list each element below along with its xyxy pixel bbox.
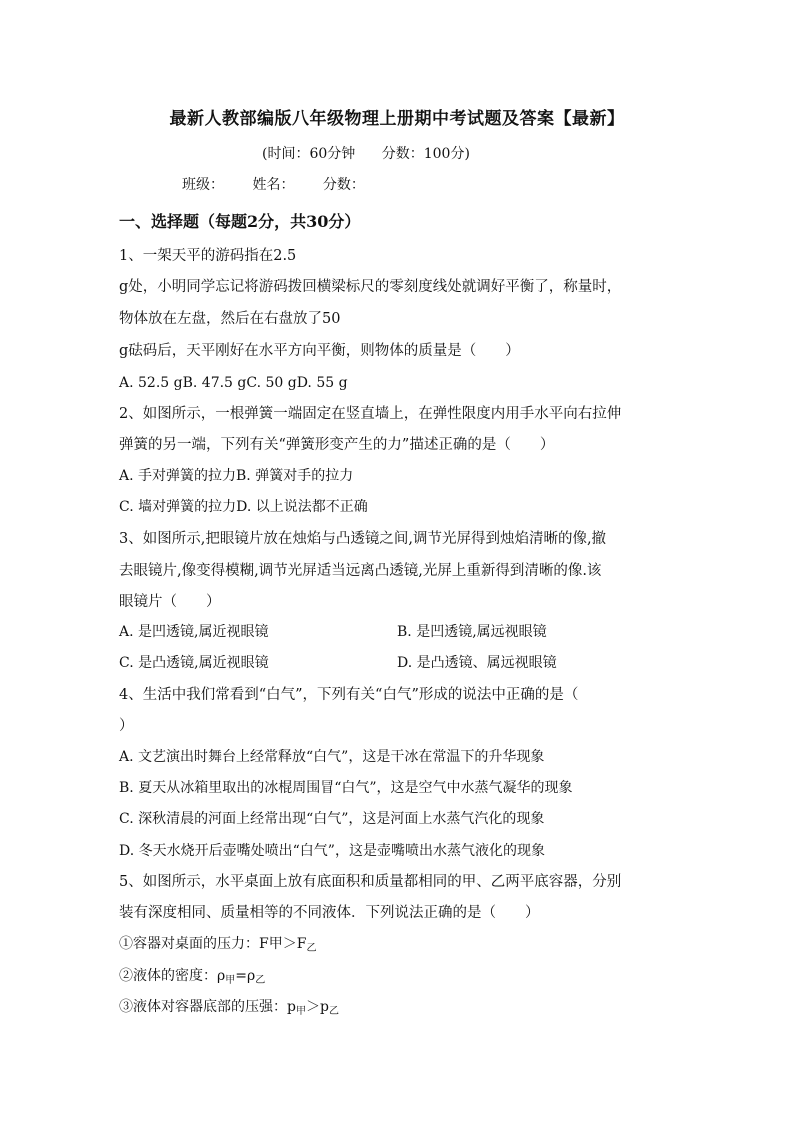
exam-time-and-score	[262, 143, 492, 163]
q5-statement-2	[119, 966, 265, 991]
q4-option-c: C. 深秋清晨的河面上经常出现“白气”，这是河面上水蒸气汽化的现象	[119, 811, 545, 827]
q5-statement-3	[119, 997, 339, 1022]
q5-statement-3-text: ③液体对容器底部的压强：p	[119, 999, 296, 1015]
q2-line-1: 2、如图所示，一根弹簧一端固定在竖直墙上，在弹性限度内用手水平向右拉伸	[119, 406, 622, 422]
q4-option-a: A. 文艺演出时舞台上经常释放“白气”，这是干冰在常温下的升华现象	[119, 749, 545, 765]
q3-line-2: 去眼镜片,像变得模糊,调节光屏适当远离凸透镜,光屏上重新得到清晰的像.该	[119, 563, 602, 579]
q2-options-ab: A. 手对弹簧的拉力B. 弹簧对手的拉力	[119, 468, 354, 484]
q5-line-2: 装有深度相同、质量相等的不同液体．下列说法正确的是（ ）	[119, 905, 540, 921]
q1-line-2: g处，小明同学忘记将游码拨回横梁标尺的零刻度线处就调好平衡了，称量时，	[119, 279, 622, 295]
q4-line-1: 4、生活中我们常看到“白气”，下列有关“白气”形成的说法中正确的是（	[119, 687, 579, 703]
q5-statement-2-sub-2: 乙	[255, 975, 266, 986]
q5-statement-3-mid: ＞p	[305, 999, 329, 1015]
q1-line-4: g砝码后，天平刚好在水平方向平衡，则物体的质量是（ ）	[119, 343, 520, 359]
q3-option-c: C. 是凸透镜,属近视眼镜	[119, 655, 269, 671]
q5-statement-1-sub: 乙	[306, 943, 317, 954]
q1-line-3: 物体放在左盘，然后在右盘放了50	[119, 311, 341, 327]
q5-statement-1-text: ①容器对桌面的压力：F甲＞F	[119, 936, 307, 952]
q3-line-1: 3、如图所示,把眼镜片放在烛焰与凸透镜之间,调节光屏得到烛焰清晰的像,撤	[119, 531, 607, 547]
score-label: 分数：	[322, 177, 365, 193]
q3-option-b: B. 是凹透镜,属远视眼镜	[397, 624, 547, 640]
q4-line-2: ）	[119, 718, 134, 734]
q5-statement-3-sub-2: 乙	[328, 1006, 339, 1017]
exam-time: (时间：60分钟	[262, 146, 356, 162]
page-title: 最新人教部编版八年级物理上册期中考试题及答案【最新】	[169, 109, 625, 129]
name-label: 姓名：	[252, 177, 295, 193]
q5-statement-2-mid: =ρ	[235, 968, 256, 984]
q5-statement-3-sub-1: 甲	[295, 1006, 306, 1017]
q3-option-d: D. 是凸透镜、属远视眼镜	[397, 655, 557, 671]
q5-statement-2-sub-1: 甲	[225, 975, 236, 986]
q2-line-2: 弹簧的另一端，下列有关“弹簧形变产生的力”描述正确的是（ ）	[119, 437, 555, 453]
exam-total-score: 分数：100分)	[381, 146, 470, 162]
q1-options: A. 52.5 gB. 47.5 gC. 50 gD. 55 g	[119, 375, 348, 391]
section-heading: 一、选择题（每题2分，共30分）	[119, 212, 361, 231]
q5-statement-1	[119, 934, 316, 959]
q2-options-cd: C. 墙对弹簧的拉力D. 以上说法都不正确	[119, 499, 368, 515]
q3-option-a: A. 是凹透镜,属近视眼镜	[119, 624, 269, 640]
q5-statement-2-text: ②液体的密度：ρ	[119, 968, 226, 984]
q4-option-b: B. 夏天从冰箱里取出的冰棍周围冒“白气”，这是空气中水蒸气凝华的现象	[119, 780, 573, 796]
q1-line-1: 1、一架天平的游码指在2.5	[119, 248, 297, 264]
q5-line-1: 5、如图所示，水平桌面上放有底面积和质量都相同的甲、乙两平底容器，分别	[119, 874, 622, 890]
student-info-line	[182, 174, 389, 194]
q4-option-d: D. 冬天水烧开后壶嘴处喷出“白气”，这是壶嘴喷出水蒸气液化的现象	[119, 843, 545, 859]
q3-line-3: 眼镜片（ ）	[119, 594, 221, 610]
class-label: 班级：	[182, 177, 224, 193]
